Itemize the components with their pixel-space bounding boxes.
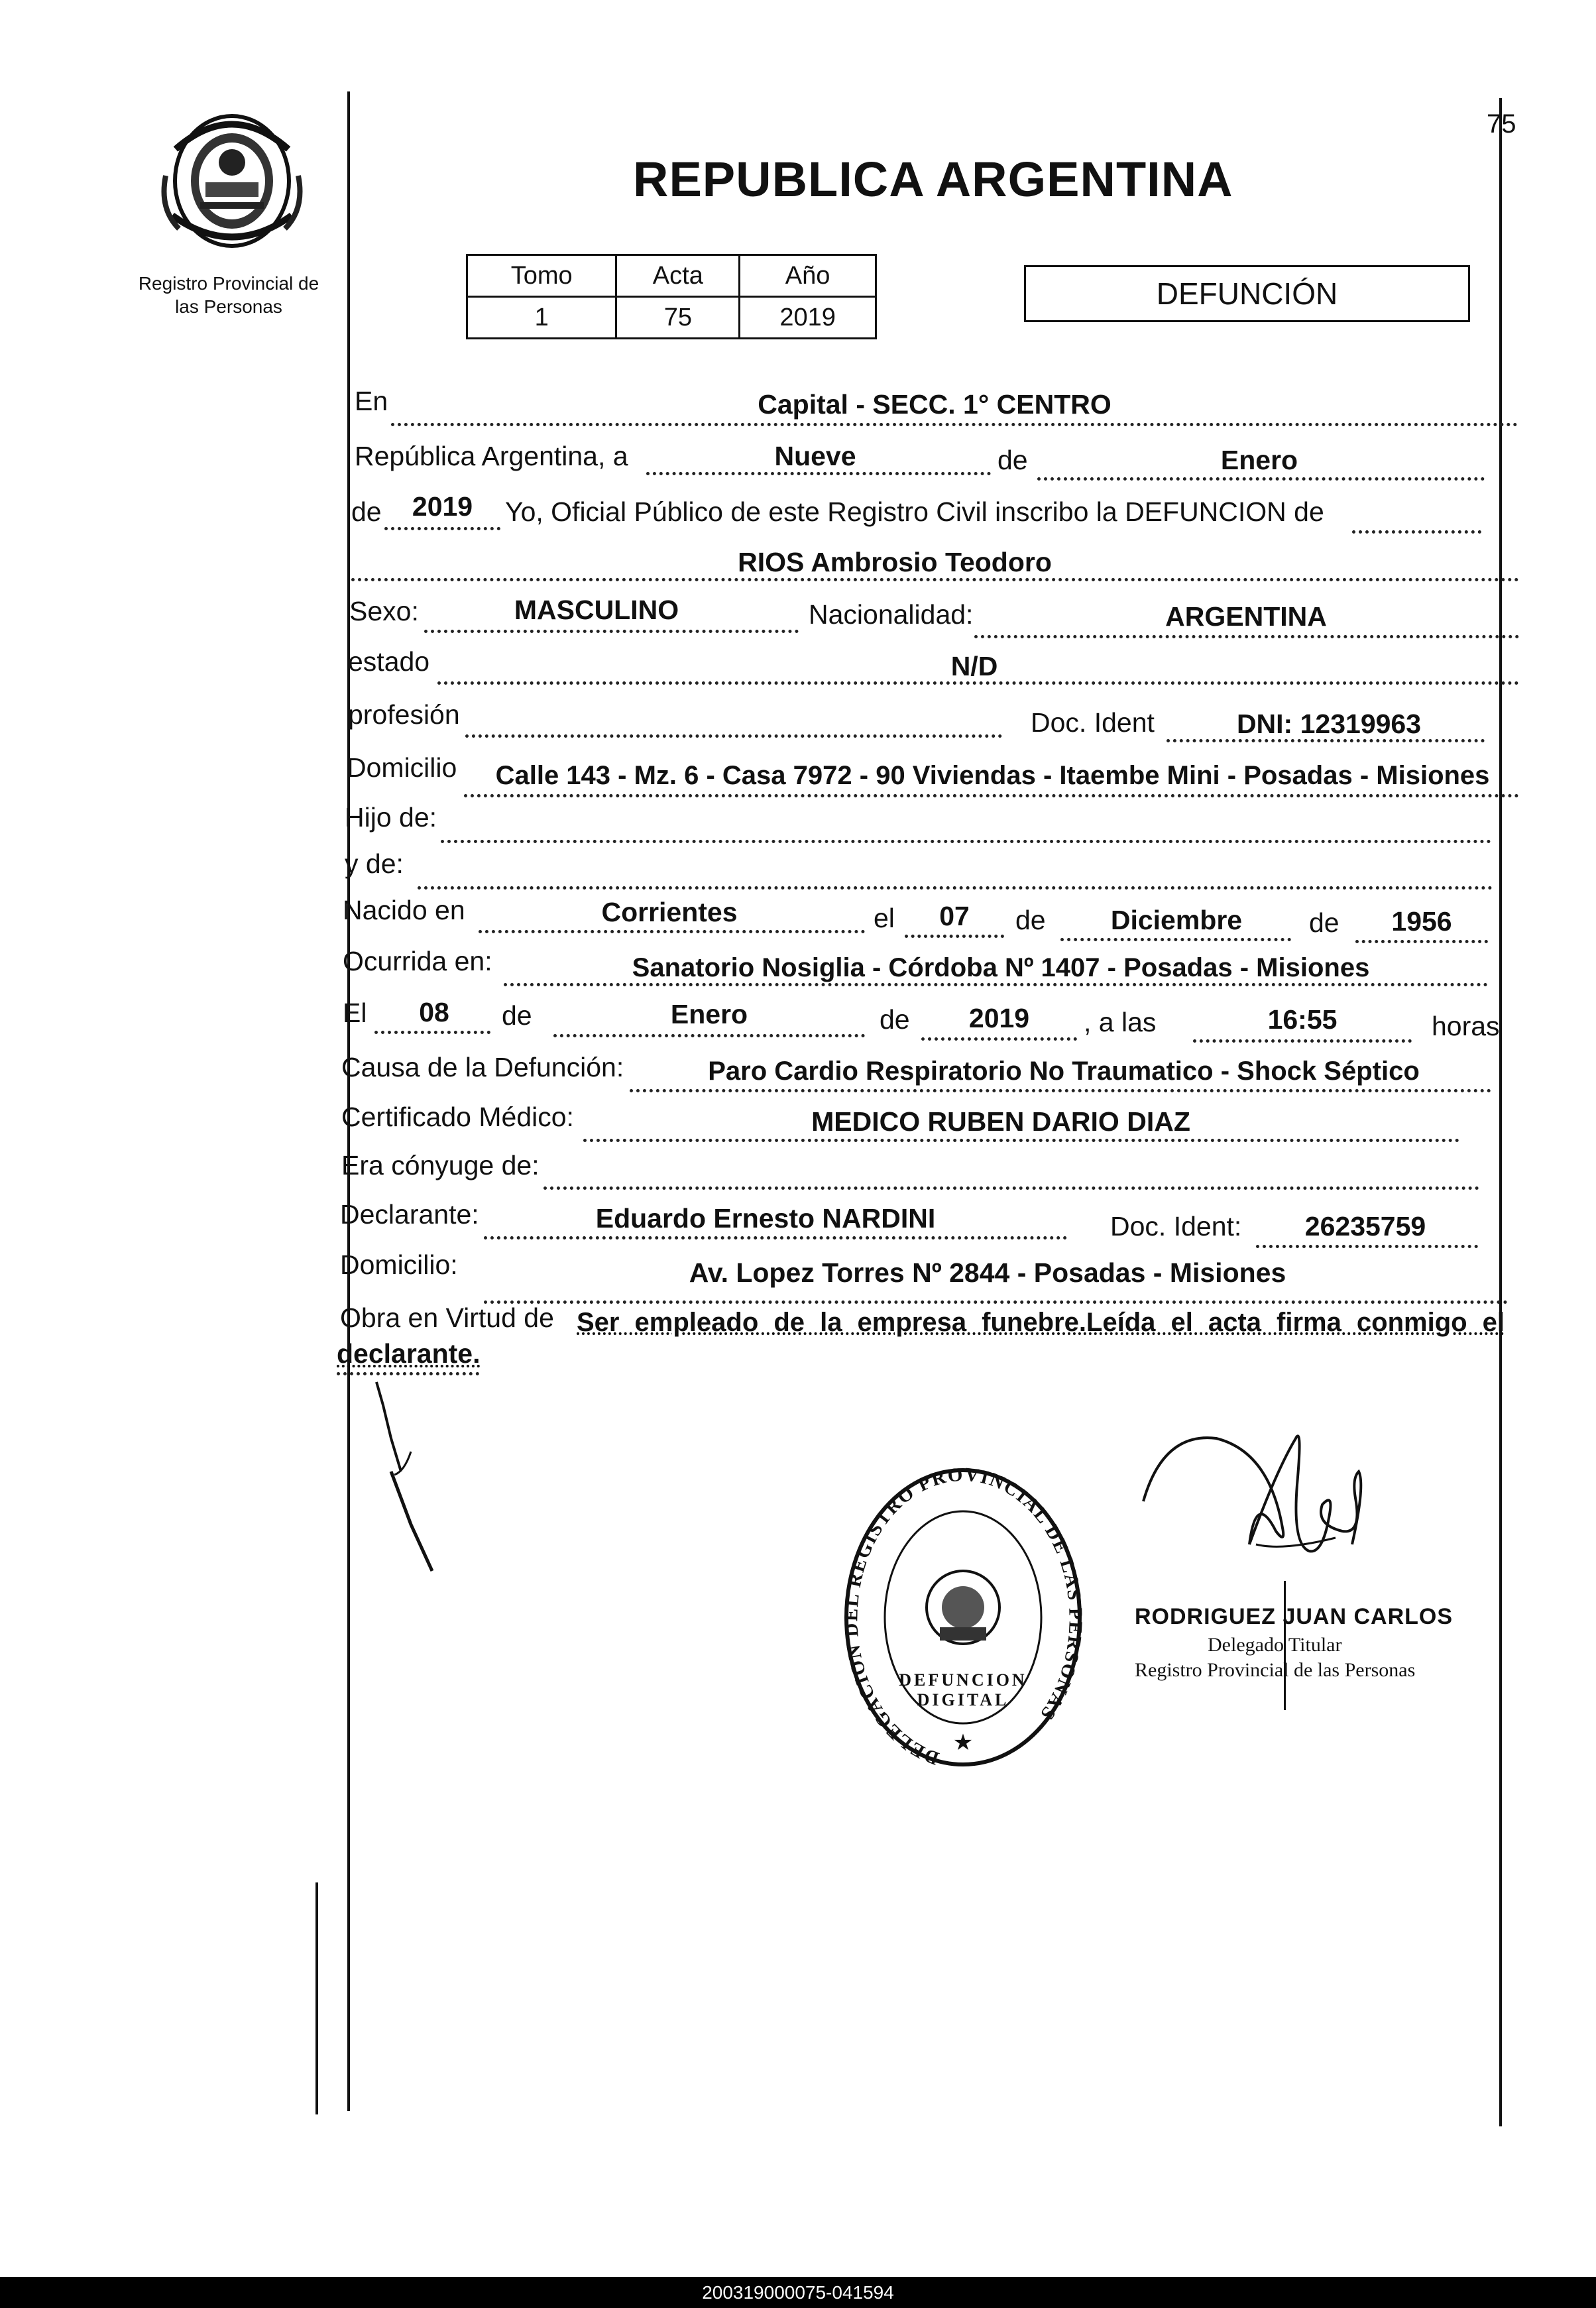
left-margin-line-lower — [315, 1882, 318, 2114]
signature-stroke — [1284, 1581, 1286, 1710]
nombre-dots — [351, 578, 1519, 581]
record-value-acta: 75 — [616, 297, 740, 339]
en-value: Capital - SECC. 1° CENTRO — [758, 389, 1112, 420]
certificado-label: Certificado Médico: — [341, 1102, 574, 1132]
sexo-dots — [424, 630, 799, 633]
record-header-anio: Año — [740, 255, 876, 297]
doc-value: DNI: 12319963 — [1236, 709, 1422, 739]
nacionalidad-dots — [974, 635, 1519, 638]
doc2-value: 26235759 — [1304, 1211, 1426, 1241]
estado-label: estado — [348, 646, 430, 677]
de3-label: de — [502, 1000, 532, 1031]
nac-anio-dots — [1355, 940, 1488, 943]
dia-dots — [646, 472, 991, 475]
province-logo — [159, 103, 305, 252]
seal-inner-text: DEFUNCION DIGITAL — [899, 1670, 1027, 1709]
def-mes: Enero — [670, 999, 748, 1029]
doc-dots — [1167, 739, 1485, 742]
anio-dots — [384, 527, 500, 530]
profesion-dots — [465, 734, 1002, 738]
record-type-box — [1024, 265, 1470, 322]
nacido-dots — [479, 930, 865, 933]
right-margin-line — [1499, 98, 1502, 2126]
horas-label: horas — [1432, 1011, 1500, 1041]
record-value-tomo: 1 — [467, 297, 616, 339]
el-label: el — [874, 903, 895, 933]
ocurrida-value: Sanatorio Nosiglia - Córdoba Nº 1407 - Posadas - Misiones — [632, 953, 1370, 982]
domicilio2-dots — [484, 1300, 1508, 1304]
causa-dots — [630, 1089, 1491, 1092]
nac-dia-dots — [905, 935, 1004, 938]
domicilio2-label: Domicilio: — [340, 1249, 458, 1280]
obra-value: Ser empleado de la empresa funebre.Leída el acta firma conmigo el — [577, 1308, 1505, 1337]
def-hora: 16:55 — [1267, 1004, 1338, 1035]
signatory-block — [1135, 1604, 1479, 1682]
domicilio2-value: Av. Lopez Torres Nº 2844 - Posadas - Misiones — [689, 1257, 1286, 1288]
hijo-dots — [441, 840, 1491, 843]
def-dia-dots — [374, 1031, 490, 1034]
nac-mes: Diciembre — [1110, 905, 1243, 935]
seal-ring-text: DELEGACION DEL REGISTRO PROVINCIAL DE LAS PERSONAS — [840, 1465, 1086, 1769]
anio-value: 2019 — [412, 491, 473, 522]
yde-dots — [418, 886, 1493, 890]
el2-label: El — [343, 998, 367, 1028]
registry-caption-line2: las Personas — [175, 296, 282, 317]
def-dia: 08 — [419, 997, 449, 1027]
mes-value: Enero — [1220, 445, 1298, 475]
declarante-label: Declarante: — [340, 1199, 479, 1230]
doc2-dots — [1256, 1245, 1478, 1248]
sexo-label: Sexo: — [349, 596, 419, 626]
signatory-title: Delegado Titular — [1208, 1634, 1342, 1656]
alas-label: , a las — [1084, 1007, 1157, 1037]
certificado-dots — [583, 1139, 1459, 1142]
yde-label: y de: — [345, 848, 404, 879]
record-table — [466, 254, 877, 339]
obra-label: Obra en Virtud de — [340, 1302, 554, 1333]
def-anio: 2019 — [968, 1003, 1030, 1033]
estado-value: N/D — [950, 651, 998, 681]
nac-anio: 1956 — [1391, 906, 1452, 937]
doc2-label: Doc. Ident: — [1110, 1211, 1242, 1241]
page-number: 75 — [1487, 109, 1516, 139]
certificado-value: MEDICO RUBEN DARIO DIAZ — [811, 1106, 1190, 1137]
anio-prefix: de — [351, 496, 382, 527]
declarante-dots — [484, 1236, 1067, 1240]
official-signature — [1123, 1412, 1415, 1611]
country-title: REPUBLICA ARGENTINA — [633, 152, 1233, 207]
nacido-label: Nacido en — [343, 895, 465, 925]
obra-dots-2 — [337, 1372, 479, 1375]
de2-label: de — [1309, 907, 1340, 938]
de4-label: de — [880, 1004, 910, 1035]
oficial-dots — [1352, 530, 1481, 534]
republica-label: República Argentina, a — [355, 441, 628, 471]
conyuge-dots — [543, 1186, 1479, 1190]
obra-value-2: declarante. — [337, 1338, 481, 1369]
record-header-tomo: Tomo — [467, 255, 616, 297]
declarante-value: Eduardo Ernesto NARDINI — [595, 1203, 936, 1234]
domicilio-label: Domicilio — [347, 752, 457, 783]
domicilio-value: Calle 143 - Mz. 6 - Casa 7972 - 90 Viviendas - Itaembe Mini - Posadas - Misiones — [495, 761, 1490, 790]
official-seal — [840, 1465, 1086, 1770]
causa-value: Paro Cardio Respiratorio No Traumatico - Shock Séptico — [708, 1057, 1420, 1086]
footer-code: 200319000075-041594 — [702, 2281, 894, 2303]
doc-label: Doc. Ident — [1031, 707, 1155, 738]
de1-label: de — [1015, 905, 1046, 935]
nacido-value: Corrientes — [601, 897, 738, 927]
conyuge-label: Era cónyuge de: — [341, 1150, 540, 1181]
estado-dots — [437, 681, 1519, 685]
nacionalidad-label: Nacionalidad: — [809, 599, 974, 630]
causa-label: Causa de la Defunción: — [341, 1052, 624, 1082]
ocurrida-dots — [504, 983, 1488, 986]
profesion-label: profesión — [348, 699, 460, 730]
mes-dots — [1037, 477, 1485, 481]
def-mes-dots — [553, 1034, 865, 1037]
dia-value: Nueve — [774, 441, 856, 471]
record-value-anio: 2019 — [740, 297, 876, 339]
nac-mes-dots — [1060, 938, 1291, 941]
footer-bar — [0, 2277, 1596, 2308]
en-label: En — [355, 386, 388, 416]
svg-text:★: ★ — [952, 1730, 974, 1755]
oficial-text: Yo, Oficial Público de este Registro Civil inscribo la DEFUNCION de — [505, 496, 1324, 527]
ocurrida-label: Ocurrida en: — [343, 946, 492, 976]
domicilio-dots — [464, 794, 1519, 797]
registry-caption-line1: Registro Provincial de — [138, 273, 319, 294]
def-anio-dots — [921, 1037, 1077, 1041]
sexo-value: MASCULINO — [514, 595, 679, 625]
closing-stroke — [371, 1379, 444, 1578]
signatory-office: Registro Provincial de las Personas — [1135, 1659, 1416, 1681]
nacionalidad-value: ARGENTINA — [1165, 601, 1327, 632]
de-label: de — [997, 445, 1028, 475]
en-dots — [391, 423, 1518, 426]
def-hora-dots — [1193, 1039, 1412, 1043]
nombre-value: RIOS Ambrosio Teodoro — [738, 547, 1052, 577]
record-type: DEFUNCIÓN — [1156, 276, 1338, 311]
registry-caption — [113, 272, 345, 318]
nac-dia: 07 — [939, 901, 970, 931]
hijo-label: Hijo de: — [345, 802, 437, 833]
signatory-name: RODRIGUEZ JUAN CARLOS — [1135, 1604, 1454, 1629]
record-header-acta: Acta — [616, 255, 740, 297]
